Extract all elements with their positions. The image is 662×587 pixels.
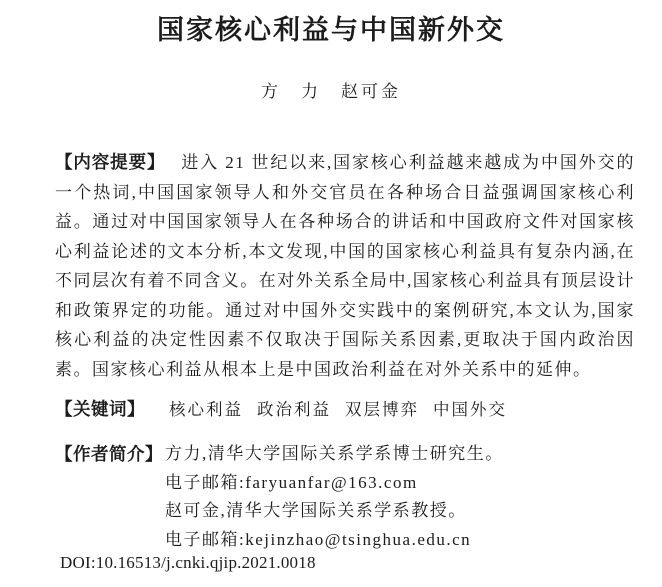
abstract-label: 【内容提要】 [55,152,166,172]
bio-line-email2: 电子邮箱:kejinzhao@tsinghua.edu.cn [165,530,472,550]
keyword-item: 双层博弈 [345,400,419,419]
keywords-label: 【关键词】 [55,399,145,419]
abstract-text: 进入 21 世纪以来,国家核心利益越来越成为中国外交的一个热词,中国国家领导人和外交官员在各种场合日益强调国家核心利益。通过对中国国家领导人在各种场合的讲话和中国政府文件对国家核心利益论述的文本分析,本文发现,中国的国家核心利益具有复杂内涵,在不同层次有着不同含义。在对外关系全局中,国家核心利益具有顶层设计和政策界定的功能。通过对中国外交实践中的案例研究,本文认为,国家核心利益的决定性因素不仅取决于国际关系因素,更取决于国内政治因素。国家核心利益从根本上是中国政治利益在对外关系中的延伸。 [55,153,636,379]
author-bio-label: 【作者简介】 [55,444,163,464]
bio-line-author2: 赵可金,清华大学国际关系学系教授。 [165,501,467,521]
bio-line-author1: 方力,清华大学国际关系学系博士研究生。 [165,444,504,463]
paper-title: 国家核心利益与中国新外交 [157,15,505,45]
doi-line: DOI:10.16513/j.cnki.qjip.2021.0018 [60,553,316,572]
abstract-paragraph [55,148,635,384]
keyword-item: 核心利益 [169,400,243,419]
bio-line-email1: 电子邮箱:faryuanfar@163.com [165,472,418,492]
keyword-item: 中国外交 [433,400,507,419]
keywords-row [55,396,507,421]
author-bio-section [55,440,615,555]
keyword-item: 政治利益 [257,400,331,419]
paper-authors: 方 力 赵可金 [261,82,401,101]
